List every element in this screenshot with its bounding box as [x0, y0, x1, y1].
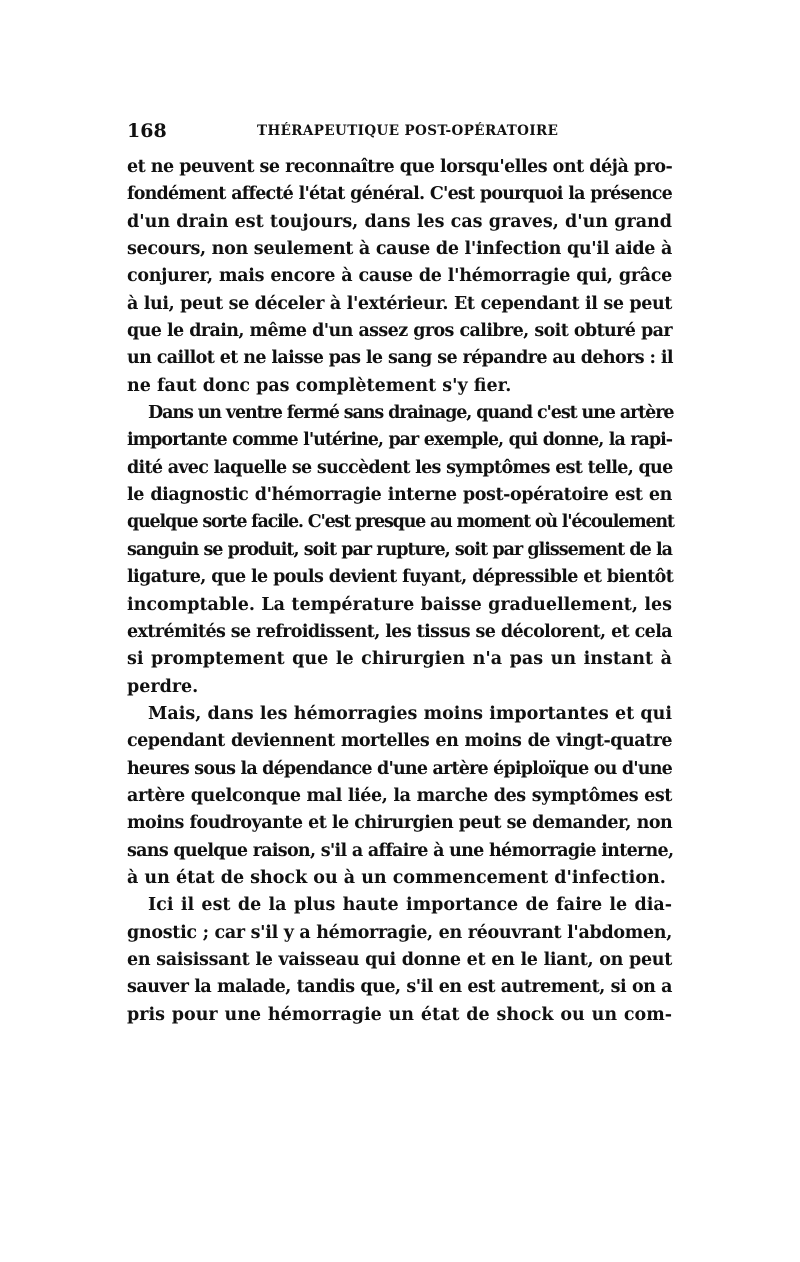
- text-line: ne faut donc pas complètement s'y fier.: [127, 375, 512, 396]
- text-line: ligature, que le pouls devient fuyant, dépressible et bientôt: [127, 567, 674, 588]
- text-line: gnostic ; car s'il y a hémorragie, en réouvrant l'abdomen,: [127, 922, 673, 943]
- text-line: extrémités se refroidissent, les tissus se décolorent, et cela: [127, 621, 672, 642]
- text-line: Mais, dans les hémorragies moins importantes et qui: [148, 703, 672, 724]
- text-line: cependant deviennent mortelles en moins de vingt-quatre: [127, 731, 672, 752]
- text-line: le diagnostic d'hémorragie interne post-opératoire est en: [127, 485, 672, 506]
- text-line: incomptable. La température baisse graduellement, les: [127, 594, 672, 615]
- text-line: quelque sorte facile. C'est presque au moment où l'écoulement: [127, 512, 674, 533]
- running-title: THÉRAPEUTIQUE POST-OPÉRATOIRE: [257, 123, 559, 139]
- text-line: d'un drain est toujours, dans les cas graves, d'un grand: [127, 211, 672, 232]
- text-line: moins foudroyante et le chirurgien peut se demander, non: [127, 813, 673, 834]
- text-line: pris pour une hémorragie un état de shock ou un com-: [127, 1004, 672, 1025]
- text-line: à un état de shock ou à un commencement d'infection.: [127, 867, 666, 888]
- text-line: Dans un ventre fermé sans drainage, quand c'est une artère: [148, 403, 674, 424]
- text-line: sanguin se produit, soit par rupture, soit par glissement de la: [127, 539, 672, 560]
- paragraph-3: [127, 701, 672, 892]
- text-line: en saisissant le vaisseau qui donne et en le liant, on peut: [127, 949, 672, 970]
- paragraph-1: [127, 154, 672, 400]
- paragraph-2: [127, 400, 672, 701]
- page-number: 168: [127, 120, 167, 142]
- text-line: artère quelconque mal liée, la marche des symptômes est: [127, 785, 672, 806]
- text-line: à lui, peut se déceler à l'extérieur. Et cependant il se peut: [127, 293, 672, 314]
- text-line: que le drain, même d'un assez gros calibre, soit obturé par: [127, 321, 672, 342]
- text-line: conjurer, mais encore à cause de l'hémorragie qui, grâce: [127, 266, 672, 287]
- text-line: si promptement que le chirurgien n'a pas un instant à: [127, 649, 672, 670]
- body-text: [127, 154, 672, 1029]
- text-line: heures sous la dépendance d'une artère épiploïque ou d'une: [127, 758, 672, 779]
- text-line: un caillot et ne laisse pas le sang se répandre au dehors : il: [127, 348, 673, 369]
- text-line: sans quelque raison, s'il a affaire à une hémorragie interne,: [127, 840, 674, 861]
- text-line: dité avec laquelle se succèdent les symptômes est telle, que: [127, 457, 673, 478]
- text-line: importante comme l'utérine, par exemple, qui donne, la rapi-: [127, 430, 672, 451]
- text-line: secours, non seulement à cause de l'infection qu'il aide à: [127, 239, 672, 260]
- paragraph-4: [127, 892, 672, 1029]
- running-head: [127, 120, 672, 146]
- text-line: et ne peuvent se reconnaître que lorsqu'elles ont déjà pro-: [127, 157, 673, 177]
- text-line: Ici il est de la plus haute importance de faire le dia-: [148, 895, 672, 916]
- text-line: sauver la malade, tandis que, s'il en est autrement, si on a: [127, 977, 672, 998]
- text-line: fondément affecté l'état général. C'est pourquoi la présence: [127, 184, 672, 205]
- text-line: perdre.: [127, 676, 199, 697]
